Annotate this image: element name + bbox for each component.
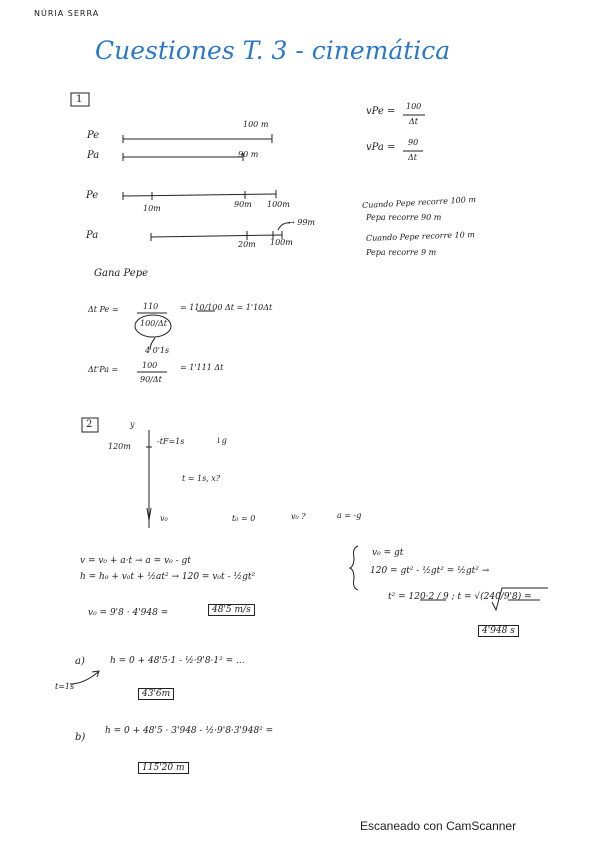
tf-label: -tF=1s [157, 437, 185, 446]
result-b: 115'20 m [138, 762, 189, 774]
accel-label: a = -g [337, 511, 362, 520]
dt-pa-result: = 1'111 Δt [180, 363, 224, 372]
label-pe-2: Pe [86, 190, 99, 201]
equation-height: h = h₀ + v₀t + ½at² → 120 = v₀t - ½gt² [80, 572, 256, 582]
label-pa-2: Pa [86, 230, 99, 241]
distance-100: 100 m [243, 120, 269, 129]
note-line-1: Cuando Pepe recorre 100 m [361, 195, 477, 210]
dt-pe-label: Δt Pe = [88, 305, 119, 314]
t1s-label: t=1s [55, 682, 75, 691]
dt-pa-den: 90/Δt [140, 375, 162, 384]
velocity-pe-num: 100 [406, 102, 422, 111]
velocity-pa-den: Δt [408, 153, 417, 162]
dt-pa-num: 100 [142, 361, 158, 370]
v0-label: v₀ [160, 514, 168, 523]
label-pe: Pe [87, 130, 100, 141]
t0-label: t₀ = 0 [232, 514, 256, 523]
note-line-3: Cuando Pepe recorre 10 m [365, 230, 476, 243]
system-eq-3: t² = 120·2 / 9 ; t = √(240/9'8) = [388, 592, 532, 602]
tick-100-b: 100m [270, 238, 293, 247]
result-a: 43'6m [138, 688, 174, 700]
dt-pa-label: Δt'Pa = [88, 365, 119, 374]
dt-pe-num: 110 [143, 302, 159, 311]
note-line-2: Pepa recorre 90 m [366, 213, 442, 222]
dt-pe-annotation: 4 0'1s [145, 346, 170, 355]
dt-pe-den: 100/Δt [140, 319, 167, 328]
page-title: Cuestiones T. 3 - cinemática [95, 36, 451, 65]
part-b-label: b) [75, 732, 86, 743]
question-t1: t = 1s, x? [182, 474, 221, 483]
velocity-pa: vPa = [366, 142, 396, 153]
velocity-pe: vPe = [366, 106, 396, 117]
label-pa: Pa [87, 150, 100, 161]
gravity-label: ↓g [215, 436, 227, 445]
scanner-watermark: Escaneado con CamScanner [360, 819, 517, 833]
tick-99: → 99m [288, 218, 316, 227]
part-b-equation: h = 0 + 48'5 · 3'948 - ½·9'8·3'948² = [105, 726, 274, 736]
question-number-2: 2 [86, 419, 93, 430]
axis-y-label: y [130, 420, 135, 429]
author-name: NÚRIA SERRA [34, 9, 100, 18]
height-120: 120m [108, 442, 131, 451]
tick-100: 100m [267, 200, 290, 209]
distance-90: 90 m [238, 150, 259, 159]
result-v0: 48'5 m/s [208, 604, 255, 616]
part-a-label: a) [75, 656, 85, 667]
winner-text: Gana Pepe [94, 268, 149, 279]
velocity-pa-num: 90 [408, 138, 419, 147]
equation-velocity: v = v₀ + a·t → a = v₀ - gt [80, 556, 191, 566]
tick-90: 90m [234, 200, 252, 209]
result-time: 4'948 s [478, 625, 519, 637]
question-number: 1 [76, 94, 83, 105]
v0-question: v₀ ? [291, 512, 306, 521]
tick-10: 10m [143, 204, 161, 213]
system-eq-2: 120 = gt² - ½gt² = ½gt² → [370, 566, 490, 576]
system-eq-1: v₀ = gt [372, 548, 404, 558]
part-a-equation: h = 0 + 48'5·1 - ½·9'8·1² = ... [110, 656, 245, 666]
equation-v0: v₀ = 9'8 · 4'948 = [88, 608, 169, 618]
note-line-4: Pepa recorre 9 m [366, 248, 437, 257]
tick-20: 20m [238, 240, 256, 249]
dt-pe-result: = 110/100 Δt = 1'10Δt [180, 303, 273, 312]
velocity-pe-den: Δt [409, 117, 418, 126]
